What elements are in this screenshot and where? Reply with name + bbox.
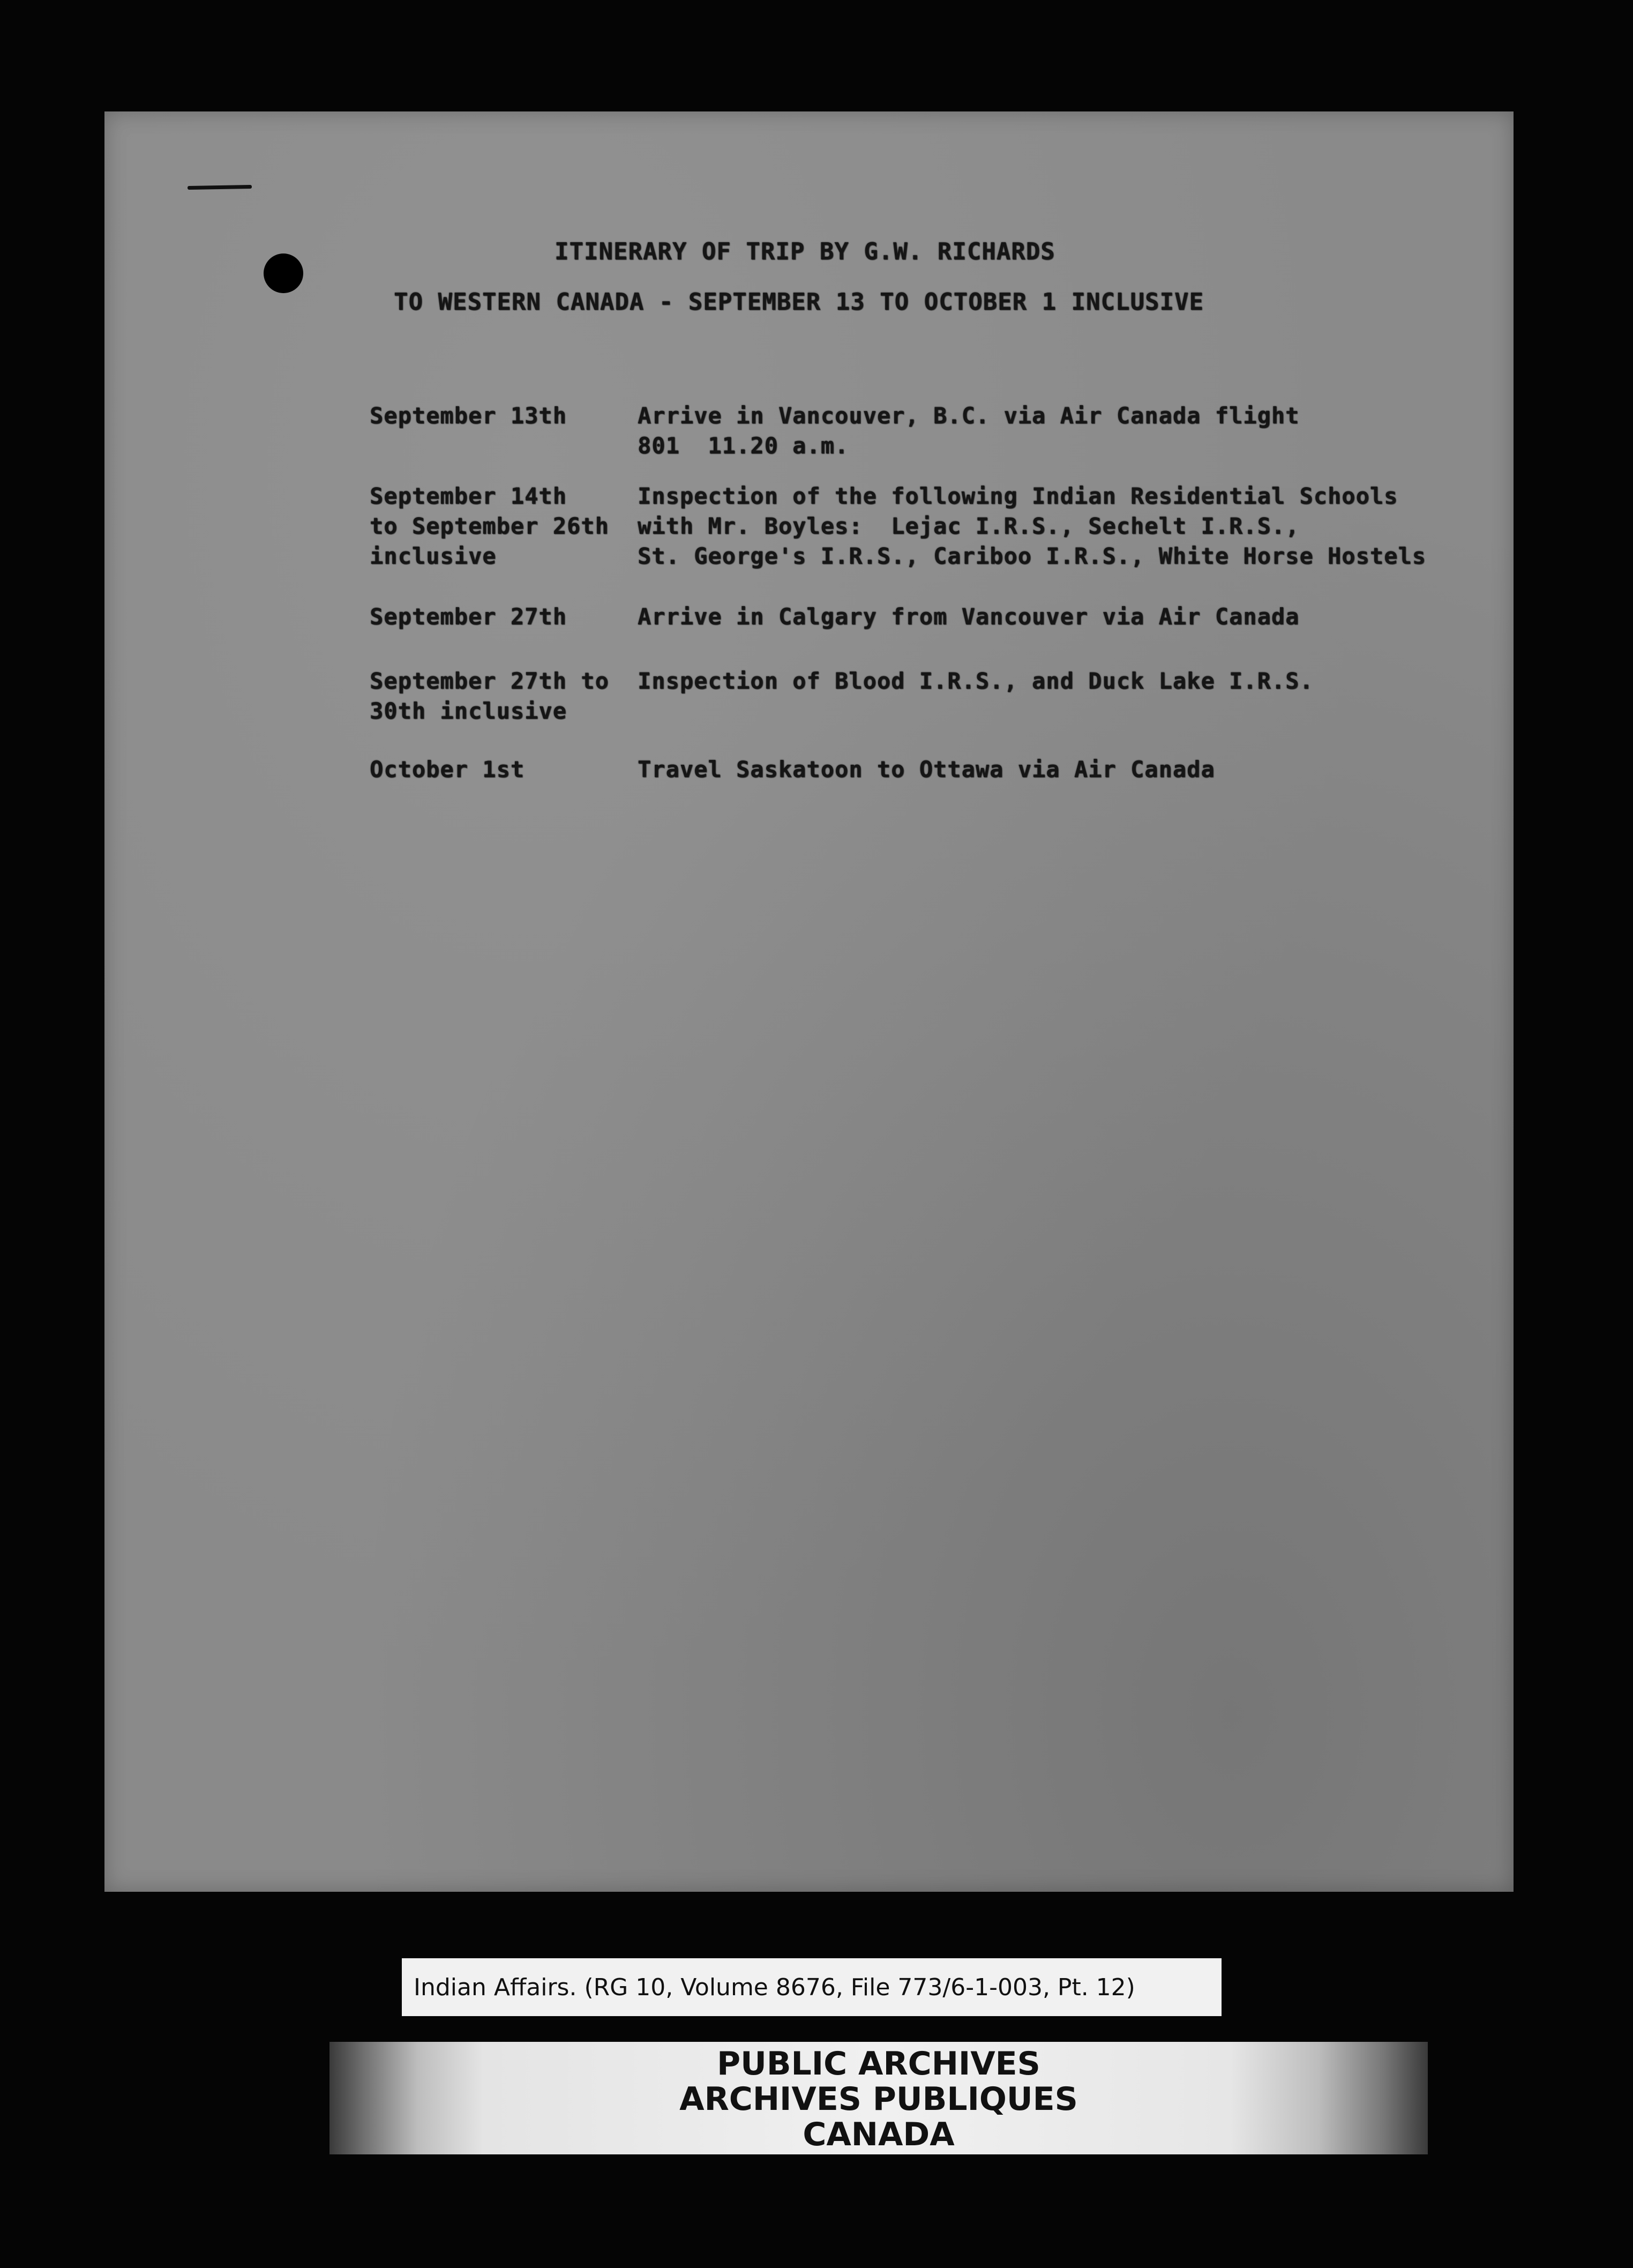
archive-reference-text: Indian Affairs. (RG 10, Volume 8676, File 773/6-1-003, Pt. 12)	[414, 1973, 1135, 2001]
entry-description: Arrive in Calgary from Vancouver via Air Canada	[638, 603, 1300, 630]
punch-hole	[264, 253, 303, 293]
entry-date: September 14th to September 26th inclusive	[370, 483, 609, 569]
entry-date: September 27th to 30th inclusive	[370, 668, 609, 724]
archive-stamp-line: CANADA	[803, 2116, 955, 2153]
entry-description: Inspection of the following Indian Residential Schools with Mr. Boyles: Lejac I.R.S., Sechelt I.R.S., St. George's I.R.S., Cariboo I.R.S., White Horse Hostels	[638, 483, 1427, 569]
document-subtitle: TO WESTERN CANADA - SEPTEMBER 13 TO OCTOBER 1 INCLUSIVE	[394, 288, 1204, 316]
pen-mark	[188, 185, 252, 190]
entry-date: September 27th	[370, 603, 567, 630]
document-title: ITINERARY OF TRIP BY G.W. RICHARDS	[555, 238, 1055, 265]
entry-description: Arrive in Vancouver, B.C. via Air Canada flight 801 11.20 a.m.	[638, 402, 1300, 459]
entry-date: October 1st	[370, 756, 525, 782]
entry-date: September 13th	[370, 402, 567, 429]
archive-stamp	[329, 2042, 1428, 2154]
document-page	[104, 111, 1514, 1892]
entry-description: Inspection of Blood I.R.S., and Duck Lake I.R.S.	[638, 668, 1314, 694]
archive-stamp-line: ARCHIVES PUBLIQUES	[679, 2080, 1078, 2118]
entry-description: Travel Saskatoon to Ottawa via Air Canada	[638, 756, 1215, 782]
archive-stamp-line: PUBLIC ARCHIVES	[717, 2045, 1040, 2083]
archive-reference-label	[402, 1958, 1222, 2016]
